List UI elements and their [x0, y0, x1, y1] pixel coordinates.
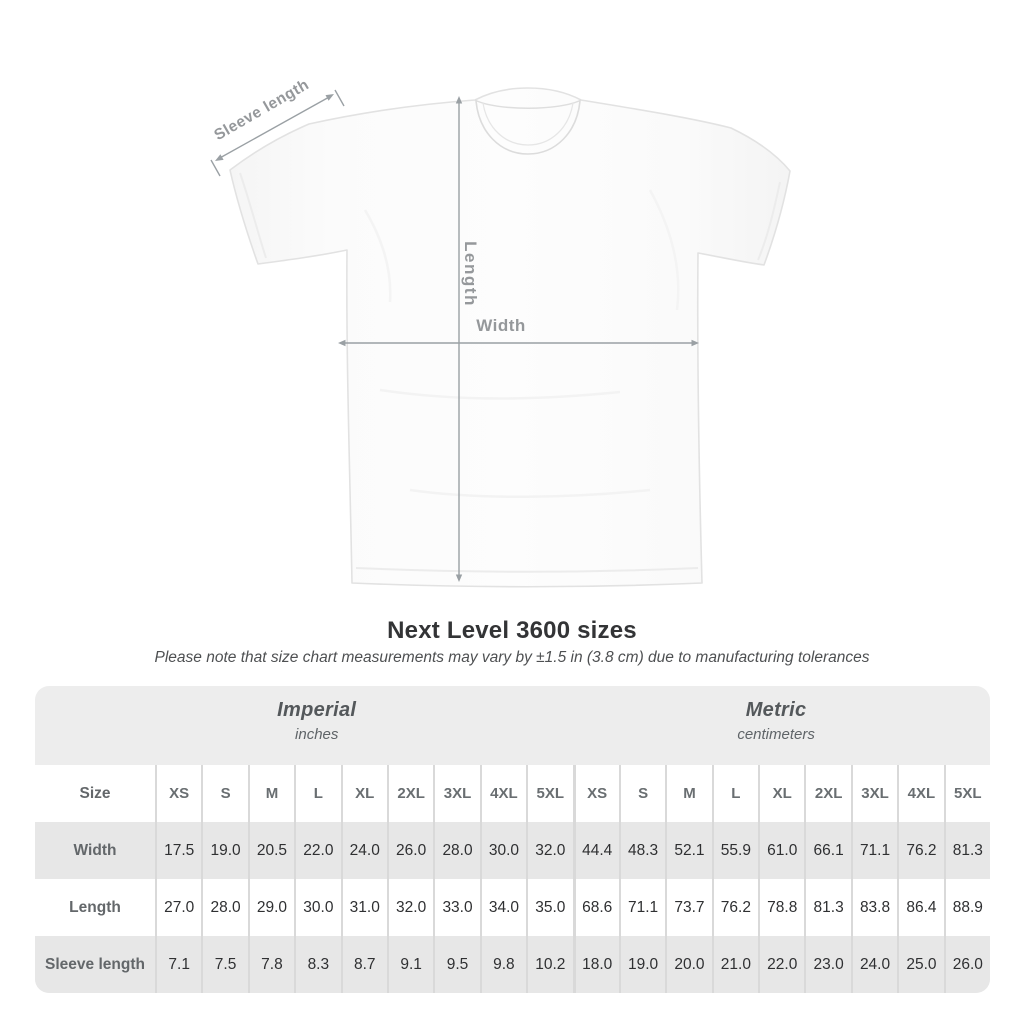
value-cell: 24.0	[851, 936, 897, 993]
value-cell: 7.1	[155, 936, 201, 993]
tshirt-diagram-svg	[180, 70, 840, 610]
imperial-sublabel: inches	[295, 726, 339, 743]
table-row-sleeve-length	[35, 936, 990, 993]
value-cell: 33.0	[433, 879, 479, 936]
value-cell: 81.3	[804, 879, 850, 936]
value-cell: 76.2	[897, 822, 943, 879]
value-cell: 23.0	[804, 936, 850, 993]
value-cell: 17.5	[155, 822, 201, 879]
size-col-header: M	[665, 765, 711, 822]
row-label: Width	[73, 841, 117, 859]
value-cell: 9.8	[480, 936, 526, 993]
value-cell: 25.0	[897, 936, 943, 993]
value-cell: 7.8	[248, 936, 294, 993]
value-cell: 71.1	[619, 879, 665, 936]
size-col-header: S	[619, 765, 665, 822]
value-cell: 22.0	[294, 822, 340, 879]
size-header-row	[35, 765, 990, 822]
sleeve-length-label: Sleeve length	[211, 76, 313, 145]
value-cell: 86.4	[897, 879, 943, 936]
row-label: Length	[69, 898, 121, 916]
value-cell: 83.8	[851, 879, 897, 936]
value-cell: 48.3	[619, 822, 665, 879]
value-cell: 18.0	[573, 936, 619, 993]
value-cell: 76.2	[712, 879, 758, 936]
size-col-header: XL	[758, 765, 804, 822]
size-col-header: XS	[155, 765, 201, 822]
unit-group-imperial	[277, 699, 356, 743]
value-cell: 44.4	[573, 822, 619, 879]
value-cell: 32.0	[526, 822, 572, 879]
size-col-header: 4XL	[897, 765, 943, 822]
value-cell: 32.0	[387, 879, 433, 936]
size-col-header: 3XL	[433, 765, 479, 822]
value-cell: 71.1	[851, 822, 897, 879]
value-cell: 24.0	[341, 822, 387, 879]
tshirt-diagram	[180, 70, 840, 610]
value-cell: 68.6	[573, 879, 619, 936]
size-col-header: L	[712, 765, 758, 822]
unit-group-metric	[737, 699, 815, 743]
tolerance-note: Please note that size chart measurements may vary by ±1.5 in (3.8 cm) due to manufacturing tolerances	[154, 649, 870, 666]
value-cell: 55.9	[712, 822, 758, 879]
value-cell: 26.0	[944, 936, 990, 993]
value-cell: 81.3	[944, 822, 990, 879]
value-cell: 52.1	[665, 822, 711, 879]
value-cell: 21.0	[712, 936, 758, 993]
value-cell: 7.5	[201, 936, 247, 993]
value-cell: 19.0	[201, 822, 247, 879]
row-label: Sleeve length	[45, 955, 145, 973]
value-cell: 73.7	[665, 879, 711, 936]
value-cell: 66.1	[804, 822, 850, 879]
imperial-label: Imperial	[277, 699, 357, 721]
size-col-header: 4XL	[480, 765, 526, 822]
table-row-width	[35, 822, 990, 879]
value-cell: 30.0	[480, 822, 526, 879]
length-label: Length	[461, 241, 480, 307]
value-cell: 9.1	[387, 936, 433, 993]
size-col-header: 2XL	[387, 765, 433, 822]
value-cell: 30.0	[294, 879, 340, 936]
unit-header-band	[35, 686, 990, 765]
metric-sublabel: centimeters	[737, 726, 815, 743]
size-col-header: XS	[573, 765, 619, 822]
size-col-header: 5XL	[944, 765, 990, 822]
value-cell: 28.0	[201, 879, 247, 936]
value-cell: 34.0	[480, 879, 526, 936]
width-label: Width	[476, 316, 526, 335]
value-cell: 20.0	[665, 936, 711, 993]
size-table	[35, 686, 990, 993]
value-cell: 10.2	[526, 936, 572, 993]
value-cell: 9.5	[433, 936, 479, 993]
value-cell: 29.0	[248, 879, 294, 936]
size-col-header: S	[201, 765, 247, 822]
value-cell: 61.0	[758, 822, 804, 879]
value-cell: 26.0	[387, 822, 433, 879]
metric-label: Metric	[745, 699, 807, 721]
value-cell: 31.0	[341, 879, 387, 936]
size-col-header: XL	[341, 765, 387, 822]
value-cell: 20.5	[248, 822, 294, 879]
size-corner-header: Size	[79, 784, 111, 802]
value-cell: 88.9	[944, 879, 990, 936]
size-col-header: 5XL	[526, 765, 572, 822]
value-cell: 22.0	[758, 936, 804, 993]
value-cell: 8.7	[341, 936, 387, 993]
page-title: Next Level 3600 sizes	[387, 617, 637, 644]
table-row-length	[35, 879, 990, 936]
value-cell: 19.0	[619, 936, 665, 993]
tshirt-illustration	[230, 88, 790, 587]
value-cell: 28.0	[433, 822, 479, 879]
size-col-header: M	[248, 765, 294, 822]
value-cell: 8.3	[294, 936, 340, 993]
size-col-header: 2XL	[804, 765, 850, 822]
size-col-header: 3XL	[851, 765, 897, 822]
size-col-header: L	[294, 765, 340, 822]
value-cell: 35.0	[526, 879, 572, 936]
value-cell: 78.8	[758, 879, 804, 936]
value-cell: 27.0	[155, 879, 201, 936]
